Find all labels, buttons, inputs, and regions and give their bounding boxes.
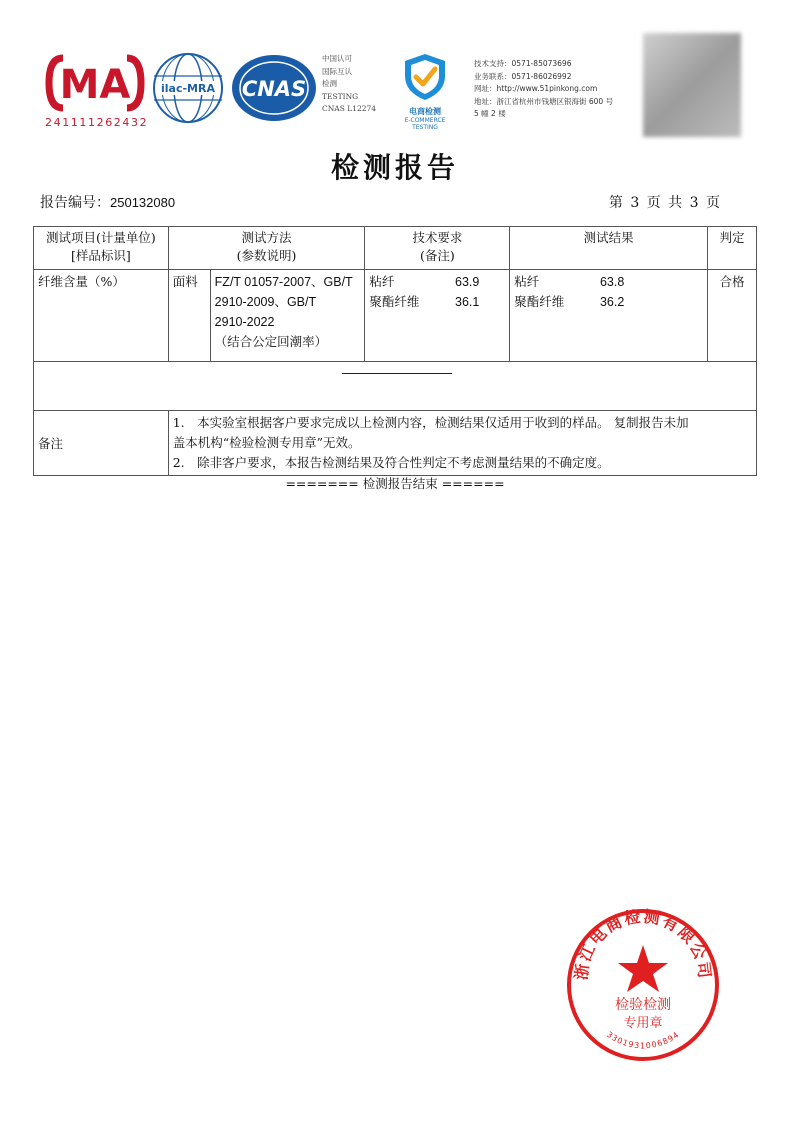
report-table	[33, 226, 757, 476]
seal-number	[605, 1030, 681, 1050]
table-header-row	[34, 227, 757, 270]
ecommerce-en-label: E-COMMERCE TESTING	[404, 117, 446, 131]
requirement-entry	[369, 292, 479, 312]
ilac-text: ilac-MRA	[161, 82, 215, 95]
requirement-entry	[369, 272, 479, 292]
report-number	[40, 192, 175, 212]
header-requirement	[365, 227, 510, 270]
method-line: FZ/T 01057-2007、GB/T	[214, 275, 353, 289]
header-item-sublabel: [样品标识]	[70, 248, 131, 263]
cell-item: 纤维含量（%）	[34, 270, 169, 362]
header-result	[510, 227, 708, 270]
cnas-logo	[230, 53, 318, 127]
address-line: 5 幢 2 楼	[474, 109, 506, 119]
method-line: 2910-2009、GB/T	[214, 295, 317, 309]
cell-part: 面料	[168, 270, 210, 362]
seal-line2: 专用章	[623, 1016, 663, 1031]
cnas-caption-line: CNAS L12274	[322, 104, 377, 113]
seal-number-path: 3301931006894	[604, 1029, 682, 1051]
star-icon	[618, 945, 668, 992]
requirement-fiber: 聚酯纤维	[369, 294, 420, 309]
requirement-fiber: 粘纤	[369, 274, 395, 289]
header-requirement-sublabel: (备注)	[419, 248, 455, 263]
remark-label: 备注	[34, 411, 169, 476]
result-fiber: 聚酯纤维	[514, 294, 565, 309]
official-seal	[563, 905, 723, 1069]
address-line: 地址：浙江省杭州市钱塘区银海街 600 号	[474, 96, 614, 106]
report-number-label: 报告编号：	[40, 195, 110, 211]
method-line: 2910-2022	[214, 315, 275, 329]
remarks-row	[34, 411, 757, 476]
cell-requirement	[365, 270, 510, 362]
header-judgment-label: 判定	[719, 230, 745, 245]
header-method-label: 测试方法	[241, 230, 292, 245]
header-item-label: 测试项目(计量单位)	[45, 230, 156, 245]
remark-notes	[168, 411, 756, 476]
cnas-caption	[322, 53, 376, 116]
header-method	[168, 227, 365, 270]
header-judgment	[708, 227, 757, 270]
remark-note: 2. 除非客户要求，本报告检测结果及符合性判定不考虑测量结果的不确定度。	[172, 455, 610, 470]
cma-number: 241111262432	[45, 116, 149, 129]
cnas-text: CNAS	[241, 77, 307, 101]
ecommerce-testing-logo	[392, 52, 458, 131]
seal-line1: 检验检测	[615, 997, 671, 1013]
cma-logo	[45, 52, 149, 129]
cnas-caption-line: 检测	[322, 79, 337, 88]
cnas-caption-line: 国际互认	[322, 66, 352, 76]
contact-info	[474, 58, 613, 121]
cma-text: MA	[59, 62, 131, 108]
header-method-sublabel: (参数说明)	[236, 248, 297, 263]
report-number-value: 250132080	[110, 195, 176, 210]
result-value: 36.2	[599, 295, 625, 309]
website: 网址：http://www.51pinkong.com	[474, 84, 598, 94]
cell-result	[510, 270, 708, 362]
header-result-label: 测试结果	[583, 230, 634, 245]
report-end-marker: ======= 检测报告结束 ======	[285, 476, 505, 491]
seal-stamp-icon	[563, 905, 723, 1065]
page-title: 检测报告	[330, 151, 459, 184]
cell-method	[210, 270, 365, 362]
globe-icon	[152, 52, 224, 124]
qr-code-icon	[643, 33, 741, 137]
page-indicator: 第 3 页 共 3 页	[608, 195, 720, 211]
remark-note: 盖本机构“检验检测专用章”无效。	[172, 435, 361, 450]
cnas-mark-icon	[230, 53, 318, 123]
separator-row	[34, 362, 757, 411]
ilac-mra-logo	[152, 52, 224, 128]
remark-note: 1. 本实验室根据客户要求完成以上检测内容，检测结果仅适用于收到的样品。 复制报告未加	[172, 415, 689, 430]
shield-check-icon	[401, 52, 449, 102]
result-entry	[514, 272, 624, 292]
header-requirement-label: 技术要求	[412, 230, 463, 245]
cma-mark-icon	[45, 52, 145, 114]
tech-support: 技术支持：0571-85073696	[474, 59, 572, 68]
cnas-caption-line: 中国认可	[322, 54, 352, 63]
requirement-value: 36.1	[455, 295, 480, 309]
separator-line	[342, 373, 452, 374]
requirement-value: 63.9	[455, 275, 480, 289]
ecommerce-cn-label: 电商检测	[409, 107, 441, 116]
method-note: （结合公定回潮率）	[214, 334, 328, 349]
seal-org-name-path: 浙江电商检测有限公司	[571, 906, 715, 981]
table-row	[34, 270, 757, 362]
cnas-caption-line: TESTING	[322, 91, 359, 101]
result-fiber: 粘纤	[514, 274, 540, 289]
business-contact: 业务联系：0571-86026992	[474, 71, 572, 81]
result-entry	[514, 292, 624, 312]
separator-cell	[34, 362, 757, 411]
result-value: 63.8	[599, 275, 625, 289]
header-item	[34, 227, 169, 270]
cell-judgment: 合格	[708, 270, 757, 362]
